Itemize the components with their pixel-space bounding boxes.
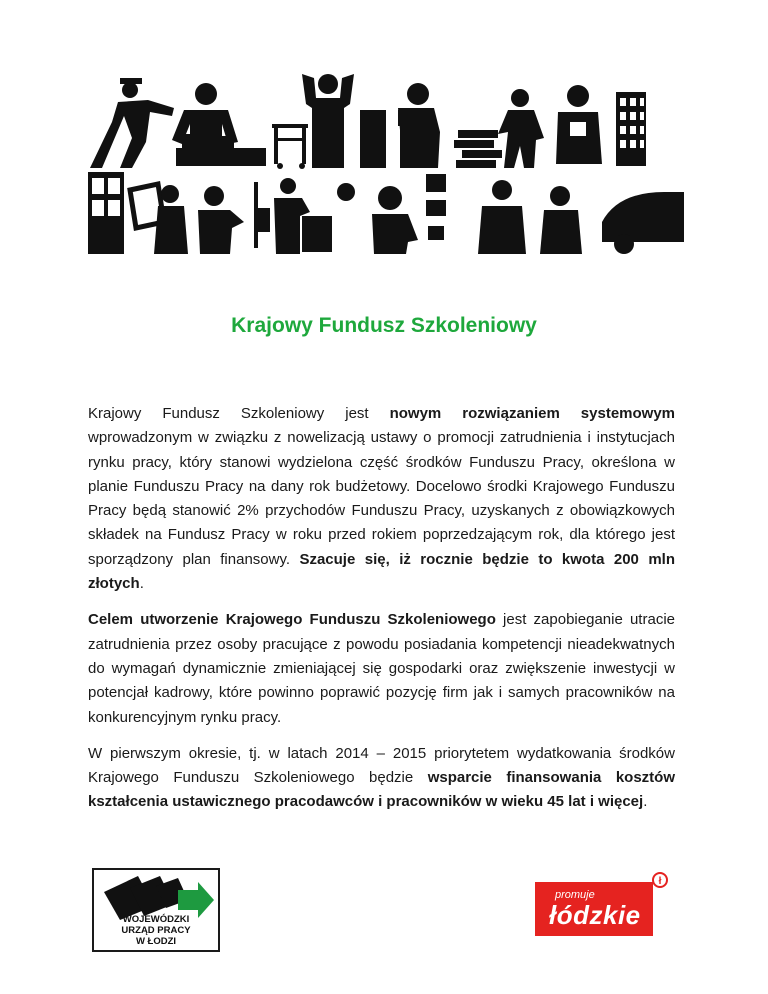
promuje-lodzkie-logo bbox=[535, 870, 667, 940]
lodzkie-logo-small-text: promuje bbox=[555, 889, 595, 901]
wup-logo-text bbox=[94, 914, 218, 947]
workers-silhouettes-icon bbox=[88, 72, 684, 272]
paragraph-2 bbox=[88, 608, 675, 729]
paragraph-2-bold: Celem utworzenie Krajowego Funduszu Szkoleniowego bbox=[88, 611, 496, 629]
wup-line-3: W ŁODZI bbox=[135, 936, 177, 947]
wup-line-2: URZĄD PRACY bbox=[121, 925, 191, 936]
paragraph-1-bold: nowym rozwiązaniem systemowym bbox=[389, 405, 676, 422]
document-body bbox=[88, 402, 675, 827]
paragraph-1-text: wprowadzonym w związku z nowelizacją ustawy o promocji zatrudnienia i instytucjach rynku pracy, który stanowi wydzielona część środków Funduszu Pracy, określona w planie Funduszu Pracy na dany rok budżetowy. Docelowo środki Krajowego Funduszu Pracy będą stanowić 2% przychodów Funduszu Pracy, uzyskanych z obowiązkowych składek na Fundusz Pracy w roku przed rokiem poprzedzającym rok, dla którego jest sporządzony plan finansowy. bbox=[88, 429, 675, 568]
paragraph-1-text: Krajowy Fundusz Szkoleniowy jest bbox=[88, 405, 390, 422]
paragraph-3-text: . bbox=[643, 793, 648, 811]
lodzkie-logo-big-text: łódzkie bbox=[549, 900, 641, 930]
paragraph-1-text: . bbox=[139, 575, 144, 593]
paragraph-1 bbox=[88, 402, 675, 596]
wup-line-1: WOJEWÓDZKI bbox=[122, 914, 190, 925]
wup-lodz-logo bbox=[92, 868, 220, 952]
lodzkie-coin-icon: ł bbox=[652, 872, 668, 888]
paragraph-2-text: jest zapobieganie utracie zatrudnienia przez osoby pracujące z powodu posiadania kompetencji nieadekwatnych do wymagań dynamicznie zmieniającej się gospodarki oraz zwiększenie inwestycji w potencjał kadrowy, które powinno poprawić pozycję firm jak i samych pracowników na konkurencyjnym rynku pracy. bbox=[88, 611, 675, 726]
document-title: Krajowy Fundusz Szkoleniowy bbox=[231, 314, 537, 337]
paragraph-3-text: W pierwszym okresie, tj. w latach 2014 – 2015 priorytetem wydatkowania środków Krajowego Funduszu Szkoleniowego będzie bbox=[88, 744, 675, 787]
paragraph-3 bbox=[88, 742, 675, 815]
paragraph-3-bold: wsparcie finansowania kosztów kształcenia ustawicznego pracodawców i pracowników w wieku 45 lat i więcej bbox=[88, 769, 675, 811]
paragraph-1-bold: Szacuje się, iż rocznie będzie to kwota 200 mln złotych bbox=[88, 550, 675, 593]
